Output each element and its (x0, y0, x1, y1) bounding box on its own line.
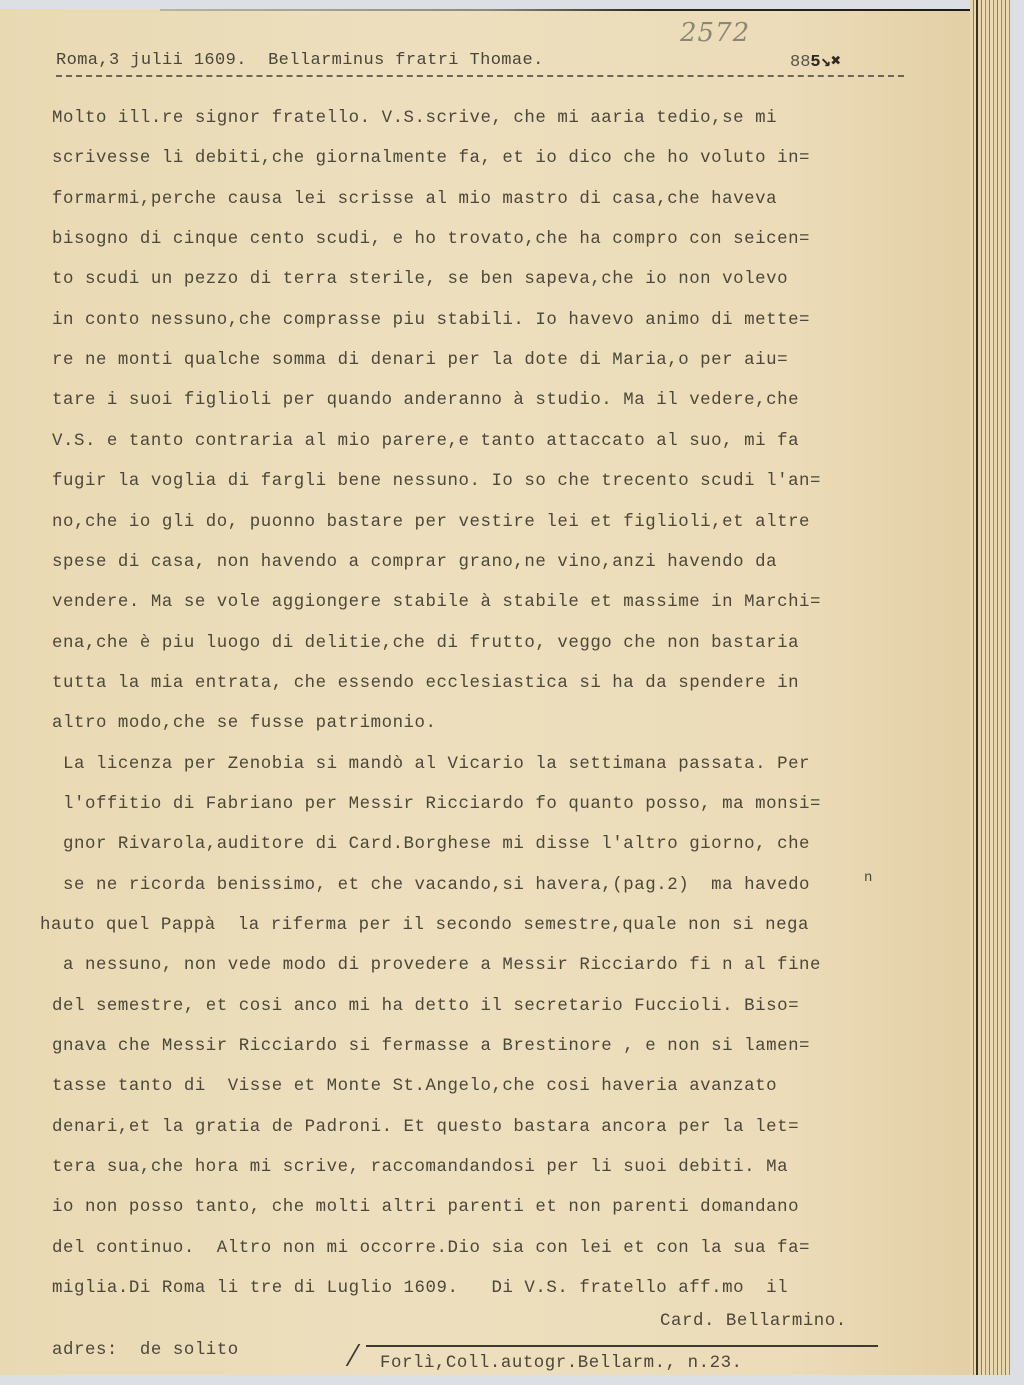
body-line: tutta la mia entrata, che essendo ecclesiastica si ha da spendere in (52, 673, 800, 693)
body-line: La licenza per Zenobia si mandò al Vicario la settimana passata. Per (52, 754, 811, 774)
page-number (790, 51, 841, 72)
letter-header (56, 51, 906, 70)
body-line: spese di casa, non havendo a comprar grano,ne vino,anzi havendo da (52, 552, 778, 572)
body-line: tare i suoi figlioli per quando anderanno à studio. Ma il vedere,che (52, 391, 800, 411)
body-line: io non posso tanto, che molti altri parenti et non parenti domandano (52, 1198, 800, 1218)
page-top-edge (160, 9, 978, 11)
scan-background (0, 1375, 1024, 1385)
body-line: l'offitio di Fabriano per Messir Ricciardo fo quanto posso, ma monsi= (52, 794, 822, 814)
interlinear-correction: n (864, 870, 873, 886)
body-line: ena,che è piu luogo di delitie,che di frutto, veggo che non bastaria (52, 633, 800, 653)
body-line: no,che io gli do, puonno bastare per vestire lei et figlioli,et altre (52, 512, 811, 532)
body-line: a nessuno, non vede modo di provedere a Messir Ricciardo fi n al fine (52, 956, 822, 976)
header-place-date: Roma,3 julii 1609. (56, 51, 247, 70)
body-line: re ne monti qualche somma di denari per la dote di Maria,o per aiu= (52, 351, 789, 371)
header-dashed-rule (56, 75, 904, 77)
source-reference: Forlì,Coll.autogr.Bellarm., n.23. (380, 1354, 743, 1373)
body-line: bisogno di cinque cento scudi, e ho trovato,che ha compro con seicen= (52, 230, 811, 250)
page-edge-shadow (976, 0, 978, 1375)
body-line: to scudi un pezzo di terra sterile, se ben sapeva,che io non volevo (52, 270, 789, 290)
archive-number-handwritten: 2572 (680, 18, 751, 48)
body-line: fugir la voglia di fargli bene nessuno. Io so che trecento scudi l'an= (52, 472, 822, 492)
body-line: in conto nessuno,che comprasse piu stabili. Io havevo animo di mette= (52, 310, 811, 330)
body-line: tasse tanto di Visse et Monte St.Angelo,che cosi haveria avanzato (52, 1077, 778, 1097)
body-line: denari,et la gratia de Padroni. Et questo bastara ancora per la let= (52, 1117, 800, 1137)
body-line: tera sua,che hora mi scrive, raccomandandosi per li suoi debiti. Ma (52, 1158, 789, 1178)
body-line: Molto ill.re signor fratello. V.S.scrive, che mi aaria tedio,se mi (52, 109, 778, 128)
body-line: scrivesse li debiti,che giornalmente fa, et io dico che ho voluto in= (52, 149, 811, 169)
page-number-value: 88 (790, 53, 811, 72)
body-line: V.S. e tanto contraria al mio parere,e tanto attaccato al suo, mi fa (52, 431, 800, 451)
body-line: altro modo,che se fusse patrimonio. (52, 714, 437, 734)
header-title: Bellarminus fratri Thomae. (268, 51, 544, 70)
body-line: del semestre, et cosi anco mi ha detto il secretario Fuccioli. Biso= (52, 996, 800, 1016)
body-line: hauto quel Pappà la riferma per il secondo semestre,quale non si nega (40, 916, 810, 935)
body-line: gnava che Messir Ricciardo si fermasse a Brestinore , e non si lamen= (52, 1037, 811, 1057)
body-line: del continuo. Altro non mi occorre.Dio sia con lei et con la sua fa= (52, 1238, 811, 1258)
body-line: miglia.Di Roma li tre di Luglio 1609. Di V.S. fratello aff.mo il (52, 1279, 789, 1299)
signature: Card. Bellarmino. (660, 1312, 847, 1331)
body-line: vendere. Ma se vole aggiongere stabile à stabile et massime in Marchi= (52, 593, 822, 613)
page-number-overstrike: 5↘✖ (810, 53, 842, 72)
body-line: se ne ricorda benissimo, et che vacando,si havera,(pag.2) ma havedo (52, 875, 811, 895)
body-line: formarmi,perche causa lei scrisse al mio mastro di casa,che haveva (52, 189, 778, 209)
address-note: adres: de solito (52, 1341, 239, 1360)
footnote-rule (366, 1345, 878, 1347)
body-line: gnor Rivarola,auditore di Card.Borghese mi disse l'altro giorno, che (52, 835, 811, 855)
